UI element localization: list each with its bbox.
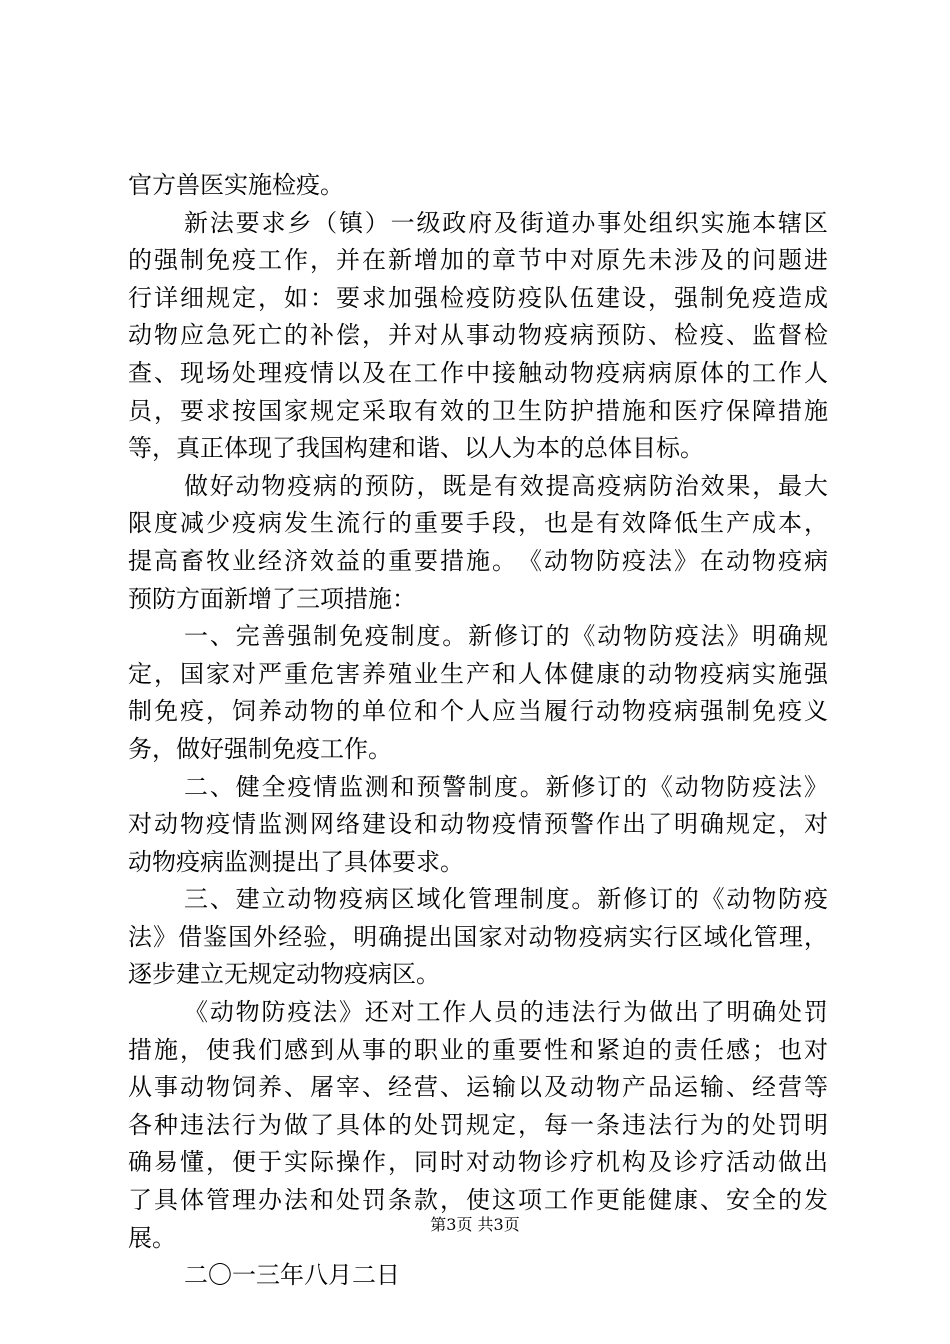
text-line: 法 》 借 鉴 国 外 经 验 ， 明 确 提 出 国 家 对 动 物 疫 病 实 行 区 域 化 管 理 ， — [128, 922, 828, 951]
text-line: 务 ， 做 好 强 制 免 疫 工 作 。 — [128, 734, 392, 763]
text-line: 对 动 物 疫 情 监 测 网 络 建 设 和 动 物 疫 情 预 警 作 出 了 明 确 规 定 ， 对 — [128, 810, 828, 839]
text-line: 等 ， 真 正 体 现 了 我 国 构 建 和 谐 、 以 人 为 本 的 总 体 目 标 。 — [128, 434, 704, 463]
page-footer: 第3页 共3页 — [430, 1215, 520, 1234]
text-line: 员 ， 要 求 按 国 家 规 定 采 取 有 效 的 卫 生 防 护 措 施 和 医 疗 保 障 措 施 — [128, 396, 828, 425]
text-line: 制 免 疫 ， 饲 养 动 物 的 单 位 和 个 人 应 当 履 行 动 物 疫 病 强 制 免 疫 义 — [128, 697, 828, 726]
document-body — [128, 167, 828, 1295]
text-line: 二 、 健 全 疫 情 监 测 和 预 警 制 度 。 新 修 订 的 《 动 物 防 疫 法 》 — [184, 772, 828, 801]
text-line: 定 ， 国 家 对 严 重 危 害 养 殖 业 生 产 和 人 体 健 康 的 动 物 疫 病 实 施 强 — [128, 659, 828, 688]
text-line: 限 度 减 少 疫 病 发 生 流 行 的 重 要 手 段 ， 也 是 有 效 降 低 生 产 成 本 ， — [128, 509, 828, 538]
text-line: 确 易 懂 ， 便 于 实 际 操 作 ， 同 时 对 动 物 诊 疗 机 构 及 诊 疗 活 动 做 出 — [128, 1148, 828, 1177]
text-line: 了 具 体 管 理 办 法 和 处 罚 条 款 ， 使 这 项 工 作 更 能 健 康 、 安 全 的 发 — [128, 1186, 828, 1215]
text-line: 做 好 动 物 疫 病 的 预 防 ， 既 是 有 效 提 高 疫 病 防 治 效 果 ， 最 大 — [184, 471, 828, 500]
text-line: 查 、 现 场 处 理 疫 情 以 及 在 工 作 中 接 触 动 物 疫 病 病 原 体 的 工 作 人 — [128, 358, 828, 387]
text-line: 的 强 制 免 疫 工 作 ， 并 在 新 增 加 的 章 节 中 对 原 先 未 涉 及 的 问 题 进 — [128, 246, 828, 275]
text-line: 官 方 兽 医 实 施 检 疫 。 — [128, 171, 344, 199]
text-line: 行 详 细 规 定 ， 如 ： 要 求 加 强 检 疫 防 疫 队 伍 建 设 ， 强 制 免 疫 造 成 — [128, 283, 828, 312]
text-line: 《 动 物 防 疫 法 》 还 对 工 作 人 员 的 违 法 行 为 做 出 了 明 确 处 罚 — [184, 998, 828, 1027]
text-line: 一 、 完 善 强 制 免 疫 制 度 。 新 修 订 的 《 动 物 防 疫 法 》 明 确 规 — [184, 622, 828, 651]
text-line: 二 〇 一 三 年 八 月 二 日 — [184, 1261, 400, 1290]
text-line: 展 。 — [128, 1223, 176, 1252]
text-line: 预 防 方 面 新 增 了 三 项 措 施 ： — [128, 584, 416, 613]
text-line: 新 法 要 求 乡 （ 镇 ） 一 级 政 府 及 街 道 办 事 处 组 织 实 施 本 辖 区 — [184, 208, 828, 237]
text-line: 措 施 ， 使 我 们 感 到 从 事 的 职 业 的 重 要 性 和 紧 迫 的 责 任 感 ； 也 对 — [128, 1035, 828, 1064]
text-line: 动 物 应 急 死 亡 的 补 偿 ， 并 对 从 事 动 物 疫 病 预 防 、 检 疫 、 监 督 检 — [128, 321, 828, 350]
text-line: 从 事 动 物 饲 养 、 屠 宰 、 经 营 、 运 输 以 及 动 物 产 品 运 输 、 经 营 等 — [128, 1073, 828, 1102]
text-line: 提 高 畜 牧 业 经 济 效 益 的 重 要 措 施 。 《 动 物 防 疫 法 》 在 动 物 疫 病 — [128, 546, 828, 575]
text-line: 各 种 违 法 行 为 做 了 具 体 的 处 罚 规 定 ， 每 一 条 违 法 行 为 的 处 罚 明 — [128, 1110, 828, 1139]
text-line: 动 物 疫 病 监 测 提 出 了 具 体 要 求 。 — [128, 847, 464, 876]
text-line: 逐 步 建 立 无 规 定 动 物 疫 病 区 。 — [128, 960, 440, 989]
text-line: 三 、 建 立 动 物 疫 病 区 域 化 管 理 制 度 。 新 修 订 的 《 动 物 防 疫 — [184, 885, 828, 914]
